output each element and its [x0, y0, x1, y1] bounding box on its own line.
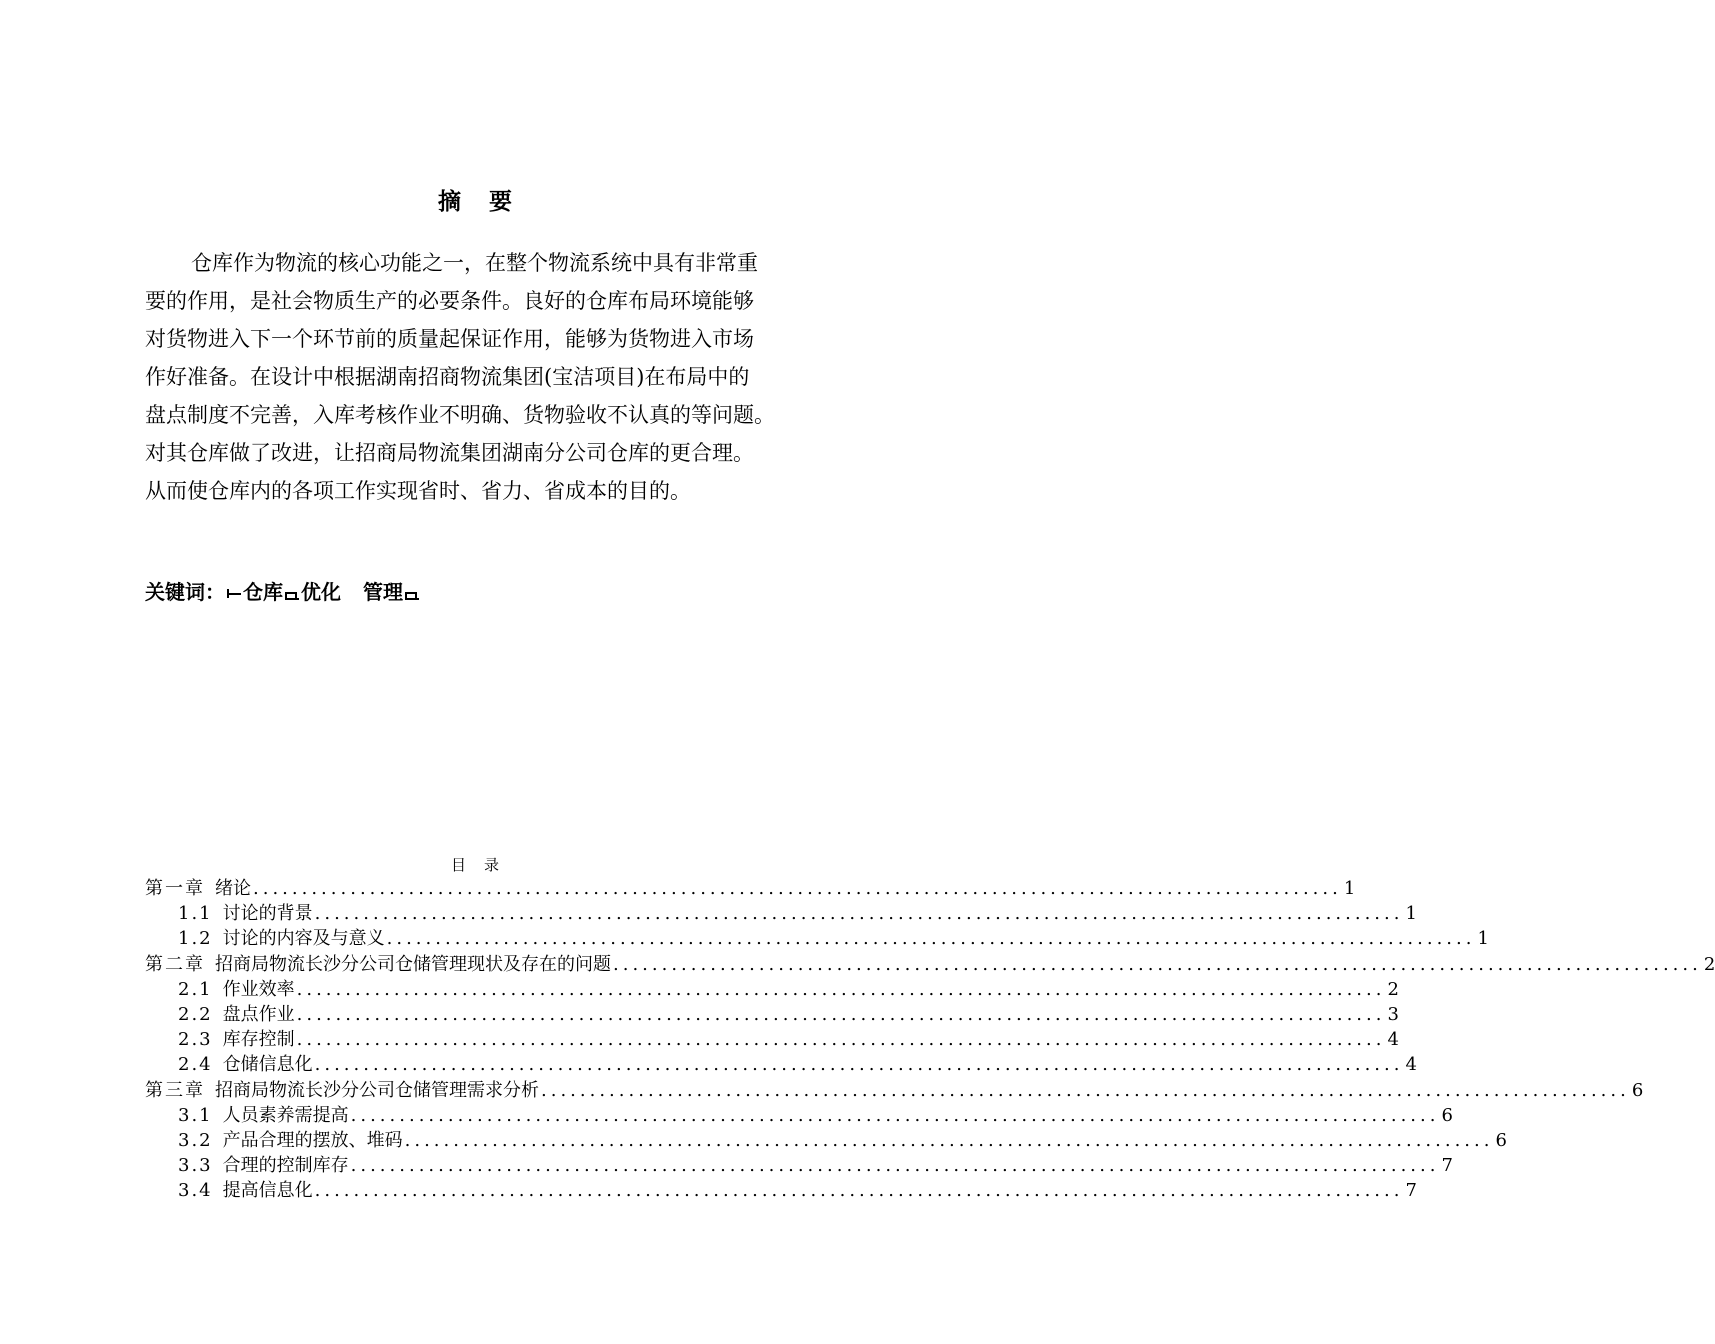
toc-leader-dots: ................................................................................................................ — [350, 1155, 1440, 1177]
toc-leader-dots: ................................................................................................................ — [404, 1129, 1494, 1151]
toc-entry-page: 3 — [1387, 1003, 1399, 1025]
toc-leader-dots: ................................................................................................................ — [296, 978, 1386, 1000]
toc-entry-page: 4 — [1387, 1029, 1399, 1051]
toc-entry-number: 第一章 — [145, 878, 205, 899]
toc-entry-label: 招商局物流长沙分公司仓储管理现状及存在的问题 — [215, 953, 611, 975]
toc-entry-number: 2.1 — [178, 978, 213, 1000]
toc-entry-number: 1.1 — [178, 903, 213, 925]
abstract-line: 盘点制度不完善，入库考核作业不明确、货物验收不认真的等问题。 — [145, 403, 775, 427]
toc-entry-label: 作业效率 — [222, 978, 295, 1000]
toc-entry[interactable] — [145, 1027, 1399, 1052]
toc-entry[interactable] — [145, 1153, 1453, 1178]
toc-entry-label: 提高信息化 — [222, 1180, 313, 1202]
toc-entry-page: 6 — [1441, 1104, 1453, 1126]
toc-entry-page: 1 — [1405, 903, 1417, 925]
toc-entry[interactable] — [145, 1128, 1507, 1153]
toc-leader-dots: ................................................................................................................ — [314, 903, 1404, 925]
toc-leader-dots: ................................................................................................................ — [314, 1054, 1404, 1076]
toc-entry[interactable] — [145, 901, 1417, 926]
toc-entry-page: 7 — [1441, 1155, 1453, 1177]
toc-entry-number: 3.2 — [178, 1129, 213, 1151]
keyword: 管理 — [363, 580, 403, 604]
abstract-line: 要的作用，是社会物质生产的必要条件。良好的仓库布局环境能够 — [145, 289, 754, 313]
toc-leader-dots: ................................................................................................................ — [253, 878, 1342, 899]
toc-entry-page: 6 — [1495, 1129, 1507, 1151]
toc-entry[interactable] — [145, 876, 1356, 901]
toc-entry-number: 3.3 — [178, 1155, 213, 1177]
toc-entry-label: 讨论的内容及与意义 — [222, 928, 385, 950]
abstract-line: 仓库作为物流的核心功能之一，在整个物流系统中具有非常重 — [191, 251, 758, 275]
toc-entry-label: 产品合理的摆放、堆码 — [222, 1129, 403, 1151]
toc-entry-number: 3.1 — [178, 1104, 213, 1126]
toc-entry[interactable] — [145, 1103, 1453, 1128]
abstract-body — [145, 244, 815, 510]
toc-entry-page: 1 — [1477, 928, 1489, 950]
toc-entry-page: 1 — [1343, 878, 1356, 899]
toc-entry[interactable] — [145, 1178, 1417, 1203]
toc-leader-dots: ................................................................................................................ — [386, 928, 1476, 950]
abstract-line: 从而使仓库内的各项工作实现省时、省力、省成本的目的。 — [145, 479, 691, 503]
table-of-contents — [145, 876, 1715, 1203]
toc-entry[interactable] — [145, 1002, 1399, 1027]
toc-entry-label: 仓储信息化 — [222, 1054, 313, 1076]
toc-entry-number: 2.4 — [178, 1054, 213, 1076]
keywords-label: 关键词： — [145, 580, 225, 604]
toc-leader-dots: ................................................................................................................ — [613, 953, 1702, 975]
toc-entry-label: 讨论的背景 — [222, 903, 313, 925]
toc-entry-number: 第三章 — [145, 1079, 205, 1101]
toc-entry-page: 4 — [1405, 1054, 1417, 1076]
toc-entry[interactable] — [145, 1052, 1417, 1077]
toc-entry-number: 2.3 — [178, 1029, 213, 1051]
toc-leader-dots: ................................................................................................................ — [296, 1029, 1386, 1051]
abstract-line: 作好准备。在设计中根据湖南招商物流集团(宝洁项目)在布局中的 — [145, 365, 750, 389]
toc-leader-dots: ................................................................................................................ — [296, 1003, 1386, 1025]
toc-entry-page: 7 — [1405, 1180, 1417, 1202]
toc-leader-dots: ................................................................................................................ — [541, 1079, 1630, 1101]
keywords-line — [145, 576, 421, 605]
toc-entry-label: 招商局物流长沙分公司仓储管理需求分析 — [215, 1079, 539, 1101]
toc-entry-page: 6 — [1631, 1079, 1644, 1101]
range-end-marker-icon — [284, 588, 300, 600]
toc-entry-number: 3.4 — [178, 1180, 213, 1202]
toc-entry-number: 第二章 — [145, 953, 205, 975]
toc-entry[interactable] — [145, 926, 1489, 951]
toc-entry-label: 绪论 — [215, 878, 251, 899]
keyword: 优化 — [301, 580, 341, 604]
toc-entry-label: 盘点作业 — [222, 1003, 295, 1025]
toc-entry-label: 库存控制 — [222, 1029, 295, 1051]
toc-title: 目录 — [450, 856, 517, 874]
toc-entry-page: 2 — [1387, 978, 1399, 1000]
toc-entry[interactable] — [145, 1078, 1644, 1103]
toc-entry-number: 1.2 — [178, 928, 213, 950]
toc-leader-dots: ................................................................................................................ — [350, 1104, 1440, 1126]
keyword: 仓库 — [243, 580, 283, 604]
range-start-marker-icon — [226, 588, 242, 600]
toc-leader-dots: ................................................................................................................ — [314, 1180, 1404, 1202]
range-end-marker-icon — [404, 588, 420, 600]
toc-entry[interactable] — [145, 952, 1715, 977]
abstract-line: 对货物进入下一个环节前的质量起保证作用，能够为货物进入市场 — [145, 327, 754, 351]
toc-entry-page: 2 — [1703, 953, 1715, 975]
toc-entry-label: 合理的控制库存 — [222, 1155, 349, 1177]
abstract-title: 摘要 — [438, 189, 540, 215]
toc-entry-number: 2.2 — [178, 1003, 213, 1025]
toc-entry[interactable] — [145, 977, 1399, 1002]
abstract-line: 对其仓库做了改进，让招商局物流集团湖南分公司仓库的更合理。 — [145, 441, 754, 465]
toc-entry-label: 人员素养需提高 — [222, 1104, 349, 1126]
